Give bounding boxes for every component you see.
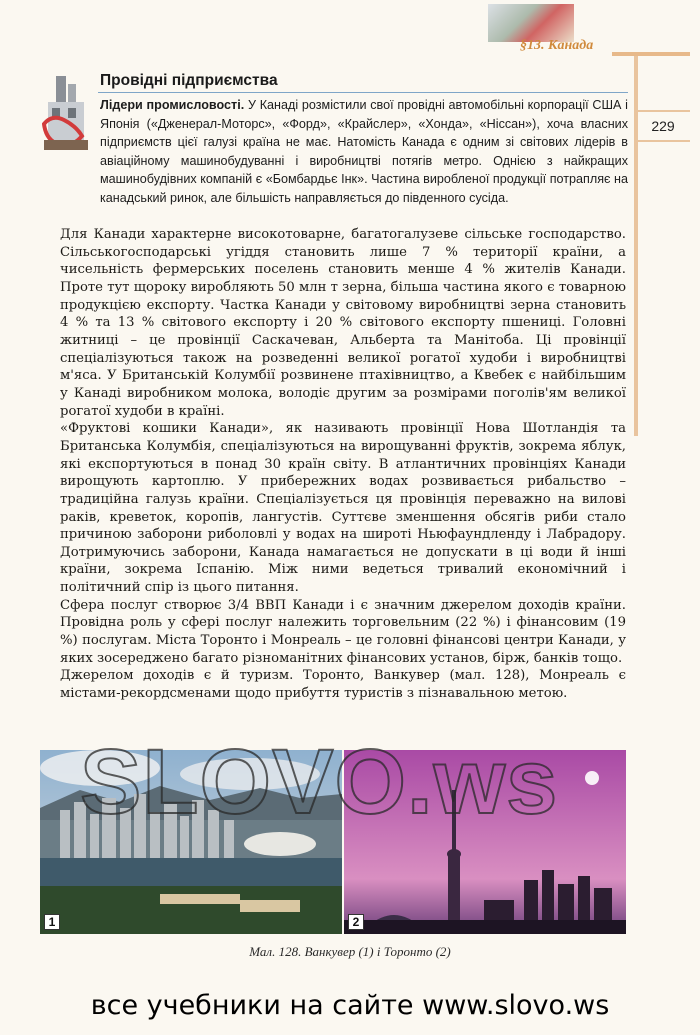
header-rule bbox=[612, 52, 690, 56]
watermark: SLOVO.ws bbox=[80, 731, 559, 833]
photo-2-number: 2 bbox=[348, 914, 364, 930]
industry-leaders-text bbox=[100, 96, 628, 208]
corner-photo bbox=[488, 4, 574, 42]
running-head: §13. Канада bbox=[520, 38, 594, 53]
main-text bbox=[60, 226, 626, 703]
paragraph-services: Сфера послуг створює 3/4 ВВП Канади і є значним джерелом доходів країни. Провідна роль у сфері послуг належить торговельним (22 %) і фінансовим (19 %) послугам. Міста Торонто і Монреаль – це головні фінансові центри Канади, у яких зосереджено багато різноманітних фінансових установ, бірж, банків тощо. bbox=[60, 597, 626, 666]
footer-banner: все учебники на сайте www.slovo.ws bbox=[90, 990, 610, 1021]
figure-caption: Мал. 128. Ванкувер (1) і Торонто (2) bbox=[249, 944, 451, 959]
lead-phrase: Лідери промисловості. bbox=[100, 98, 245, 112]
box-body: У Канаді розмістили свої провідні автомобільні корпорації США і Японія («Дженерал-Моторс», «Форд», «Крайслер», «Хонда», «Ніссан»), хоча власних підприємств цієї галузі країна не має. Натомість Канада є одним зі світових лідерів в авіаційному машинобудуванні і виробництві потягів метро. Однією з найкращих машинобудівних компаній є «Бомбардьє Інк». Частина виробленої продукції потрапляє на канадський ринок, але більшість направляється до південного сусіда. bbox=[100, 98, 628, 205]
paragraph-tourism: Джерелом доходів є й туризм. Торонто, Ванкувер (мал. 128), Монреаль є містами-рекордсменами щодо прибуття туристів з пізнавальною метою. bbox=[60, 668, 626, 702]
section-rule bbox=[98, 92, 628, 93]
paragraph-fruit: «Фруктові кошики Канади», як називають провінції Нова Шотландія та Британська Колумбія, спеціалізуються на вирощуванні фруктів, зокрема яблук, які експортуються в понад 30 країн світу. В атлантичних провінціях Канади вирощують картоплю. У прибережних водах розвивається рибальство – традиційна галузь країни. Спеціалізується ця провінція переважно на вилові раків, креветок, коропів, лангустів. Суттєве зменшення обсягів риби стало причиною заборони риболовлі у водах на широті Ньюфаундленду і Лабрадору. Дотримуючись заборони, Канада намагається не допускати в ці води й інші країни, зокрема Іспанію. Між ними ведеться тривалий економічний і політичний спір із цього питання. bbox=[60, 421, 626, 596]
section-heading: Провідні підприємства bbox=[100, 72, 278, 89]
factory-icon bbox=[42, 74, 90, 152]
paragraph-agriculture: Для Канади характерне високотоварне, багатогалузеве сільське господарство. Сільськогосподарські угіддя становить лише 7 % території країни, а чисельність фермерських поселень становить менше 4 % жителів Канади. Проте тут щороку виробляють 50 млн т зерна, більша частина якого є товарною продукцією експорту. Частка Канади у світовому виробництві зерна становить 4 % та 13 % світового експорту і 20 % світового експорту пшениці. Головні житниці – це провінції Саскачеван, Альберта та Манітоба. Ці провінції спеціалізуються також на розведенні великої рогатої худоби і виробництві м'яса. У Британській Колумбії розвинене птахівництво, а Квебек є найбільшим у Канаді виробником молока, володіє другим за розмірами поголів'ям великої рогатої худоби в країні. bbox=[60, 227, 626, 419]
photo-1-number: 1 bbox=[44, 914, 60, 930]
page-number: 229 bbox=[636, 110, 690, 142]
